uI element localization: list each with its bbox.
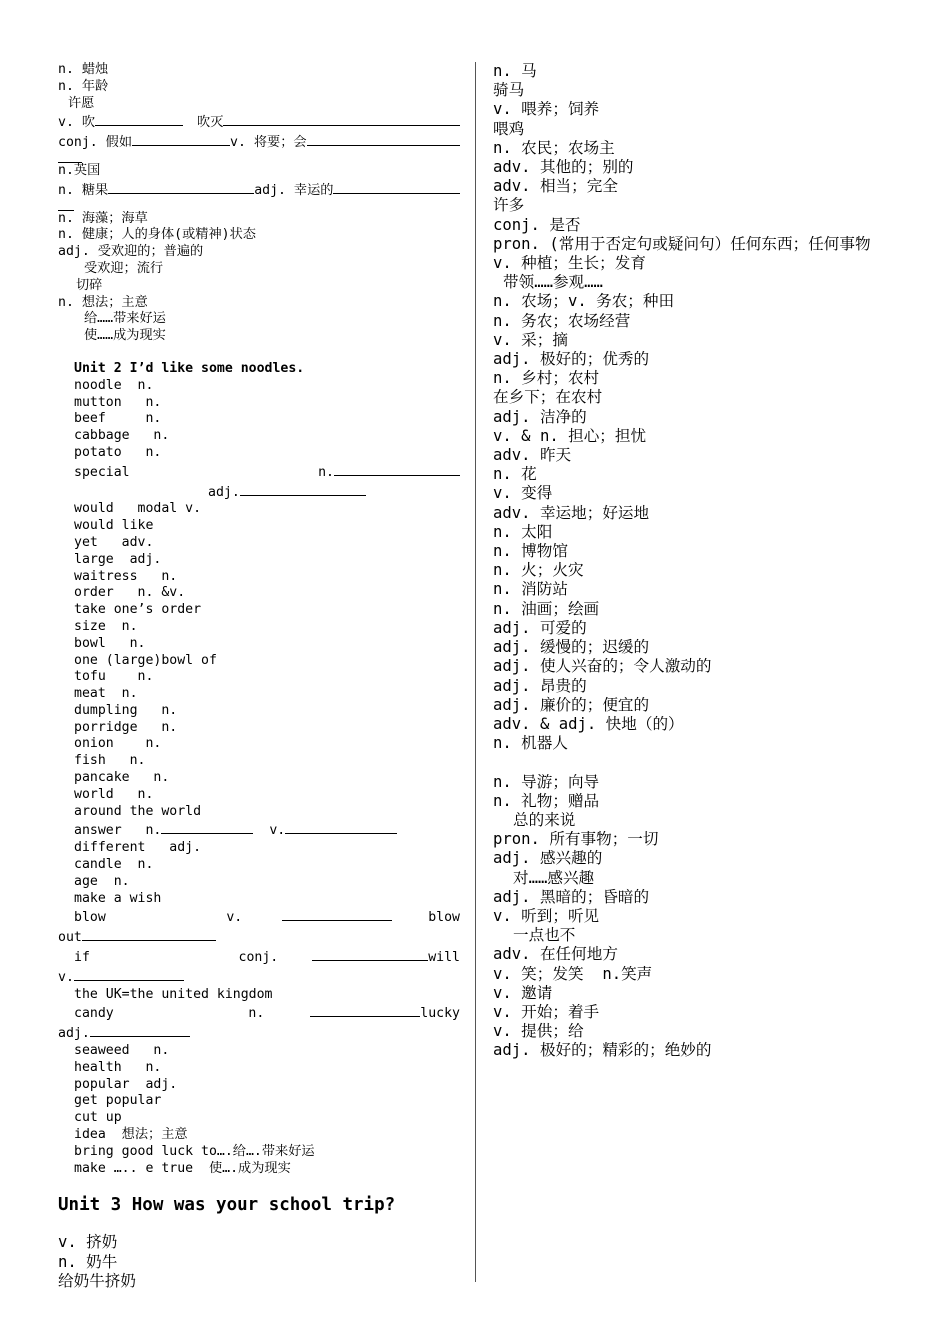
vocab-line: bowl n. [74, 635, 146, 651]
vocab-text: adj. 幸运的 [254, 182, 334, 198]
vocab-line: size n. [74, 618, 138, 634]
vocab-line: mutton n. [74, 394, 162, 410]
vocab-line: 许多 [493, 196, 525, 215]
vocab-line: adv. 昨天 [493, 446, 572, 465]
vocab-line: n. 花 [493, 465, 537, 484]
vocab-line: 给……带来好运 [84, 311, 166, 327]
vocab-line: n. 礼物；赠品 [493, 791, 600, 810]
vocab-line: adv. 相当；完全 [493, 177, 618, 196]
vocab-line: make ….. e true 使….成为现实 [74, 1160, 291, 1176]
blow-out-wrap-line [58, 927, 460, 947]
vocab-line: adv. 幸运地；好运地 [493, 503, 650, 522]
answer-blank[interactable] [240, 482, 366, 496]
vocab-line: health n. [74, 1059, 162, 1075]
vocab-line: v. 笑；发笑 n.笑声 [493, 964, 653, 983]
vocab-line: different adj. [74, 840, 202, 856]
vocab-line: v. 开始；着手 [493, 1002, 600, 1021]
vocab-line: v. & n. 担心；担忧 [493, 426, 647, 445]
vocab-line: porridge n. [74, 719, 178, 735]
vocab-line: adv. 其他的；别的 [493, 158, 634, 177]
vocab-line: seaweed n. [74, 1043, 170, 1059]
answer-blank[interactable] [58, 200, 74, 211]
vocab-line: 使……成为现实 [84, 328, 166, 344]
answer-blank[interactable] [223, 112, 460, 126]
vocab-text: out [58, 930, 82, 946]
vocab-text: 吹灭 [197, 115, 224, 131]
column-divider [475, 62, 476, 1282]
vocab-line: order n. &v. [74, 585, 186, 601]
vocab-text: candy [74, 1006, 114, 1022]
unit-2-title: Unit 2 I’d like some noodles. [74, 360, 305, 376]
vocab-line: make a wish [74, 890, 162, 906]
vocab-line: adj. 使人兴奋的；令人激动的 [493, 657, 712, 676]
vocab-line: adj. 缓慢的；迟缓的 [493, 638, 650, 657]
vocab-line: 受欢迎；流行 [84, 260, 164, 276]
vocab-line: onion n. [74, 736, 162, 752]
vocab-text: conj. [238, 950, 279, 966]
vocab-line: adv. 在任何地方 [493, 945, 618, 964]
vocab-text: v. [226, 910, 243, 926]
vocab-line: the UK=the united kingdom [74, 986, 273, 1002]
vocab-line: n. 导游；向导 [493, 772, 600, 791]
vocab-line: adj. 黑暗的；昏暗的 [493, 887, 650, 906]
vocab-line: n. 农场；v. 务农；种田 [493, 292, 675, 311]
vocab-line: pron. (常用于否定句或疑问句）任何东西；任何事物 [493, 234, 871, 253]
vocab-text: n. [318, 464, 334, 480]
right-column [493, 62, 898, 1061]
vocab-line: conj. 是否 [493, 215, 581, 234]
vocab-line: v. 变得 [493, 484, 553, 503]
wrap-blank-line [58, 152, 460, 163]
vocab-line: adj. 受欢迎的；普遍的 [58, 244, 204, 260]
vocab-line: v. 提供；给 [493, 1022, 584, 1041]
vocab-line: v. 挤奶 [58, 1233, 118, 1252]
vocab-line: adj. 极好的；精彩的；绝妙的 [493, 1041, 712, 1060]
vocab-line: n. 火；火灾 [493, 561, 584, 580]
answer-blank[interactable] [161, 820, 253, 834]
vocab-text: special [74, 464, 130, 480]
vocab-line: cut up [74, 1110, 122, 1126]
vocab-line: n. 蜡烛 [58, 62, 109, 77]
vocab-line: n. 马 [493, 62, 537, 80]
vocab-line: dumpling n. [74, 702, 178, 718]
blow-line [58, 112, 460, 132]
vocab-line: fish n. [74, 753, 146, 769]
vocab-line: one (large)bowl of [74, 652, 217, 668]
vocab-line: 给奶牛挤奶 [58, 1271, 136, 1290]
blow-out-line [58, 907, 460, 927]
vocab-line: n. 想法；主意 [58, 294, 148, 310]
vocab-line: pancake n. [74, 770, 170, 786]
vocab-line: age n. [74, 873, 130, 889]
vocab-line: 总的来说 [513, 810, 576, 829]
answer-blank[interactable] [108, 180, 254, 194]
answer-blank[interactable] [95, 112, 183, 126]
vocab-line: idea 想法；主意 [74, 1127, 188, 1143]
vocab-line: adj. 极好的；优秀的 [493, 350, 650, 369]
vocab-line: n. 油画；绘画 [493, 599, 600, 618]
vocab-line: adj. 可爱的 [493, 618, 587, 637]
vocab-line: adj. 洁净的 [493, 407, 587, 426]
if-will-wrap-line [58, 967, 460, 987]
answer-blank[interactable] [132, 132, 230, 146]
vocab-line: n.英国 [58, 162, 101, 178]
vocab-line: n. 乡村；农村 [493, 369, 600, 388]
vocab-line: yet adv. [74, 534, 154, 550]
vocab-line: 在乡下；在农村 [493, 388, 603, 407]
vocab-text: lucky [420, 1006, 460, 1022]
vocab-text: answer n. [74, 823, 162, 839]
answer-blank[interactable] [74, 967, 184, 981]
vocab-text: adj. [58, 1026, 90, 1042]
vocab-line: waitress n. [74, 568, 178, 584]
vocab-text: n. [248, 1006, 265, 1022]
answer-blank[interactable] [334, 462, 460, 476]
vocab-line: n. 博物馆 [493, 542, 568, 561]
vocab-line: n. 消防站 [493, 580, 568, 599]
answer-blank[interactable] [307, 132, 460, 146]
vocab-line: n. 农民；农场主 [493, 138, 615, 157]
vocab-text: v. [269, 823, 286, 839]
vocab-line: potato n. [74, 444, 162, 460]
vocab-line: tofu n. [74, 669, 154, 685]
vocab-line: cabbage n. [74, 428, 170, 444]
vocab-line: adj. 感兴趣的 [493, 849, 603, 868]
vocab-line: 喂鸡 [493, 119, 525, 138]
wrap-blank-line [58, 200, 460, 211]
vocab-line: v. 邀请 [493, 983, 553, 1002]
vocab-line: n. 太阳 [493, 522, 553, 541]
vocab-line: v. 采；摘 [493, 330, 568, 349]
vocab-line: v. 种植；生长；发育 [493, 254, 646, 273]
answer-blank[interactable] [310, 1003, 420, 1017]
vocab-line: pron. 所有事物；一切 [493, 830, 659, 849]
vocab-line: 带领……参观…… [503, 273, 603, 292]
vocab-line: n. 务农；农场经营 [493, 311, 631, 330]
vocab-line: n. 海藻；海草 [58, 210, 148, 226]
vocab-line: would like [74, 518, 154, 534]
answer-line [58, 820, 460, 840]
vocab-text: adj. [208, 484, 240, 500]
vocab-line: n. 年龄 [58, 78, 109, 94]
vocab-line: meat n. [74, 686, 138, 702]
answer-blank[interactable] [333, 180, 460, 194]
vocab-text: conj. 假如 [58, 135, 133, 151]
vocab-line: around the world [74, 803, 202, 819]
candy-lucky-line [58, 1003, 460, 1023]
candy-line [58, 180, 460, 200]
vocab-line: would modal v. [74, 501, 202, 517]
vocab-text: v. [58, 969, 74, 985]
vocab-line: n. 机器人 [493, 734, 568, 753]
answer-blank[interactable] [312, 947, 428, 961]
unit-3-title: Unit 3 How was your school trip? [58, 1195, 396, 1216]
vocab-line: n. 健康；人的身体(或精神)状态 [58, 227, 256, 243]
vocab-line: 许愿 [68, 95, 95, 111]
vocab-text: blow [428, 910, 460, 926]
vocab-text: blow [74, 910, 106, 926]
vocab-line: 骑马 [493, 81, 525, 100]
vocab-text: v. 吹 [58, 115, 96, 131]
vocab-text: n. 糖果 [58, 182, 109, 198]
vocab-line: n. 奶牛 [58, 1252, 118, 1271]
vocab-line: beef n. [74, 411, 162, 427]
vocab-line: world n. [74, 786, 154, 802]
vocab-line: bring good luck to….给….带来好运 [74, 1143, 315, 1159]
vocab-line: candle n. [74, 857, 154, 873]
vocab-line: adj. 昂贵的 [493, 676, 587, 695]
vocab-line: adv. & adj. 快地（的） [493, 714, 684, 733]
special-line [58, 462, 460, 482]
answer-blank[interactable] [285, 820, 397, 834]
blank-spacer-line [493, 753, 898, 772]
vocab-line: get popular [74, 1093, 162, 1109]
vocab-line: 一点也不 [513, 926, 576, 945]
answer-blank[interactable] [58, 152, 82, 163]
vocab-line: 切碎 [76, 277, 103, 293]
vocab-line: popular adj. [74, 1076, 178, 1092]
vocab-line: 对……感兴趣 [513, 868, 595, 887]
vocab-line: take one’s order [74, 602, 202, 618]
answer-blank[interactable] [90, 1023, 190, 1037]
special-adj-line [58, 482, 460, 502]
vocab-line: adj. 廉价的；便宜的 [493, 695, 650, 714]
vocab-text: will [428, 950, 460, 966]
answer-blank[interactable] [82, 927, 216, 941]
vocab-line: v. 听到；听见 [493, 906, 600, 925]
if-line [58, 132, 460, 152]
if-will-line [58, 947, 460, 967]
vocab-line: large adj. [74, 551, 162, 567]
candy-lucky-wrap-line [58, 1023, 460, 1043]
vocab-text: if [74, 950, 90, 966]
vocab-line: noodle n. [74, 377, 154, 393]
vocab-line: v. 喂养；饲养 [493, 100, 600, 119]
vocab-text: v. 将要；会 [230, 135, 307, 151]
left-column [58, 62, 460, 1291]
answer-blank[interactable] [282, 907, 392, 921]
